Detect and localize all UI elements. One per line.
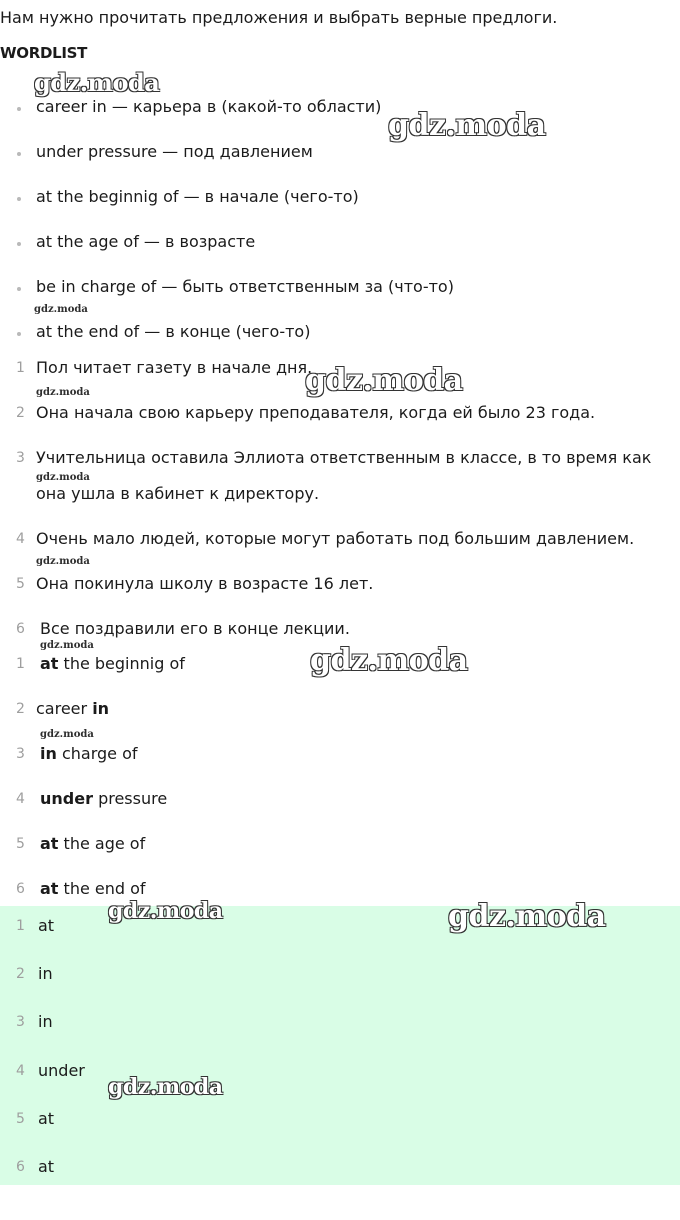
sentence: Все поздравили его в конце лекции.	[40, 619, 350, 638]
watermark: gdz.moda	[310, 643, 468, 678]
phrase	[40, 654, 185, 674]
sentence-number: 2	[16, 405, 25, 421]
wordlist-item: under pressure — под давлением	[36, 142, 313, 161]
phrase-pre: career	[36, 699, 93, 718]
watermark: gdz.moda	[40, 640, 94, 651]
answer: in	[38, 964, 53, 983]
watermark: gdz.moda	[36, 387, 90, 398]
answer: at	[38, 1109, 55, 1128]
phrase	[40, 744, 138, 764]
phrase	[36, 699, 109, 719]
phrase-number: 3	[16, 746, 25, 762]
answer-number: 4	[16, 1063, 25, 1079]
sentence-number: 1	[16, 360, 25, 376]
sentence: Пол читает газету в начале дня.	[36, 358, 313, 377]
wordlist-title: WORDLIST	[0, 44, 88, 62]
answer-number: 3	[16, 1014, 25, 1030]
answer-number: 6	[16, 1159, 25, 1175]
phrase	[40, 789, 167, 809]
answer: at	[38, 916, 55, 935]
phrase-number: 2	[16, 701, 25, 717]
bullet-dot	[17, 107, 21, 111]
watermark: gdz.moda	[448, 899, 606, 934]
phrase-preposition: at	[40, 879, 59, 898]
bullet-dot	[17, 287, 21, 291]
answer-number: 5	[16, 1111, 25, 1127]
wordlist-item: at the age of — в возрасте	[36, 232, 256, 251]
phrase-number: 5	[16, 836, 25, 852]
phrase-number: 6	[16, 881, 25, 897]
sentence-line-2: она ушла в кабинет к директору.	[36, 484, 320, 503]
answer: under	[38, 1061, 85, 1080]
phrase-preposition: at	[40, 654, 59, 673]
phrase-number: 4	[16, 791, 25, 807]
bullet-dot	[17, 152, 21, 156]
sentence-line-1: Учительница оставила Эллиота ответственным в классе, в то время как	[36, 448, 652, 467]
watermark: gdz.moda	[388, 108, 546, 143]
phrase-preposition: at	[40, 834, 59, 853]
wordlist-item: be in charge of — быть ответственным за (что-то)	[36, 277, 454, 296]
bullet-dot	[17, 197, 21, 201]
watermark: gdz.moda	[40, 729, 94, 740]
answer: in	[38, 1012, 53, 1031]
watermark: gdz.moda	[36, 556, 90, 567]
watermark: gdz.moda	[108, 1074, 223, 1100]
answer-number: 2	[16, 966, 25, 982]
phrase-preposition: in	[40, 744, 57, 763]
intro-text: Нам нужно прочитать предложения и выбрать верные предлоги.	[0, 8, 558, 27]
watermark: gdz.moda	[108, 898, 223, 924]
sentence: Очень мало людей, которые могут работать под большим давлением.	[36, 529, 635, 548]
phrase	[40, 879, 146, 899]
bullet-dot	[17, 332, 21, 336]
phrase-post: charge of	[56, 744, 138, 763]
watermark: gdz.moda	[34, 68, 160, 97]
phrase-post: pressure	[92, 789, 168, 808]
phrase-post: the beginnig of	[58, 654, 185, 673]
sentence: Она начала свою карьеру преподавателя, когда ей было 23 года.	[36, 403, 596, 422]
watermark: gdz.moda	[34, 304, 88, 315]
sentence-number: 3	[16, 450, 25, 466]
answer: at	[38, 1157, 55, 1176]
phrase	[40, 834, 145, 854]
phrase-preposition: under	[40, 789, 93, 808]
sentence-number: 6	[16, 621, 25, 637]
sentence-number: 5	[16, 576, 25, 592]
wordlist-item: at the beginnig of — в начале (чего-то)	[36, 187, 359, 206]
bullet-dot	[17, 242, 21, 246]
sentence: Она покинула школу в возрасте 16 лет.	[36, 574, 374, 593]
sentence-number: 4	[16, 531, 25, 547]
phrase-post: the age of	[58, 834, 146, 853]
watermark: gdz.moda	[305, 363, 463, 398]
wordlist-item: at the end of — в конце (чего-то)	[36, 322, 311, 341]
answer-number: 1	[16, 918, 25, 934]
wordlist-item: career in — карьера в (какой-то области)	[36, 97, 382, 116]
answers-panel	[0, 906, 680, 1185]
phrase-number: 1	[16, 656, 25, 672]
watermark: gdz.moda	[36, 472, 90, 483]
phrase-post: the end of	[58, 879, 146, 898]
phrase-preposition: in	[92, 699, 110, 718]
